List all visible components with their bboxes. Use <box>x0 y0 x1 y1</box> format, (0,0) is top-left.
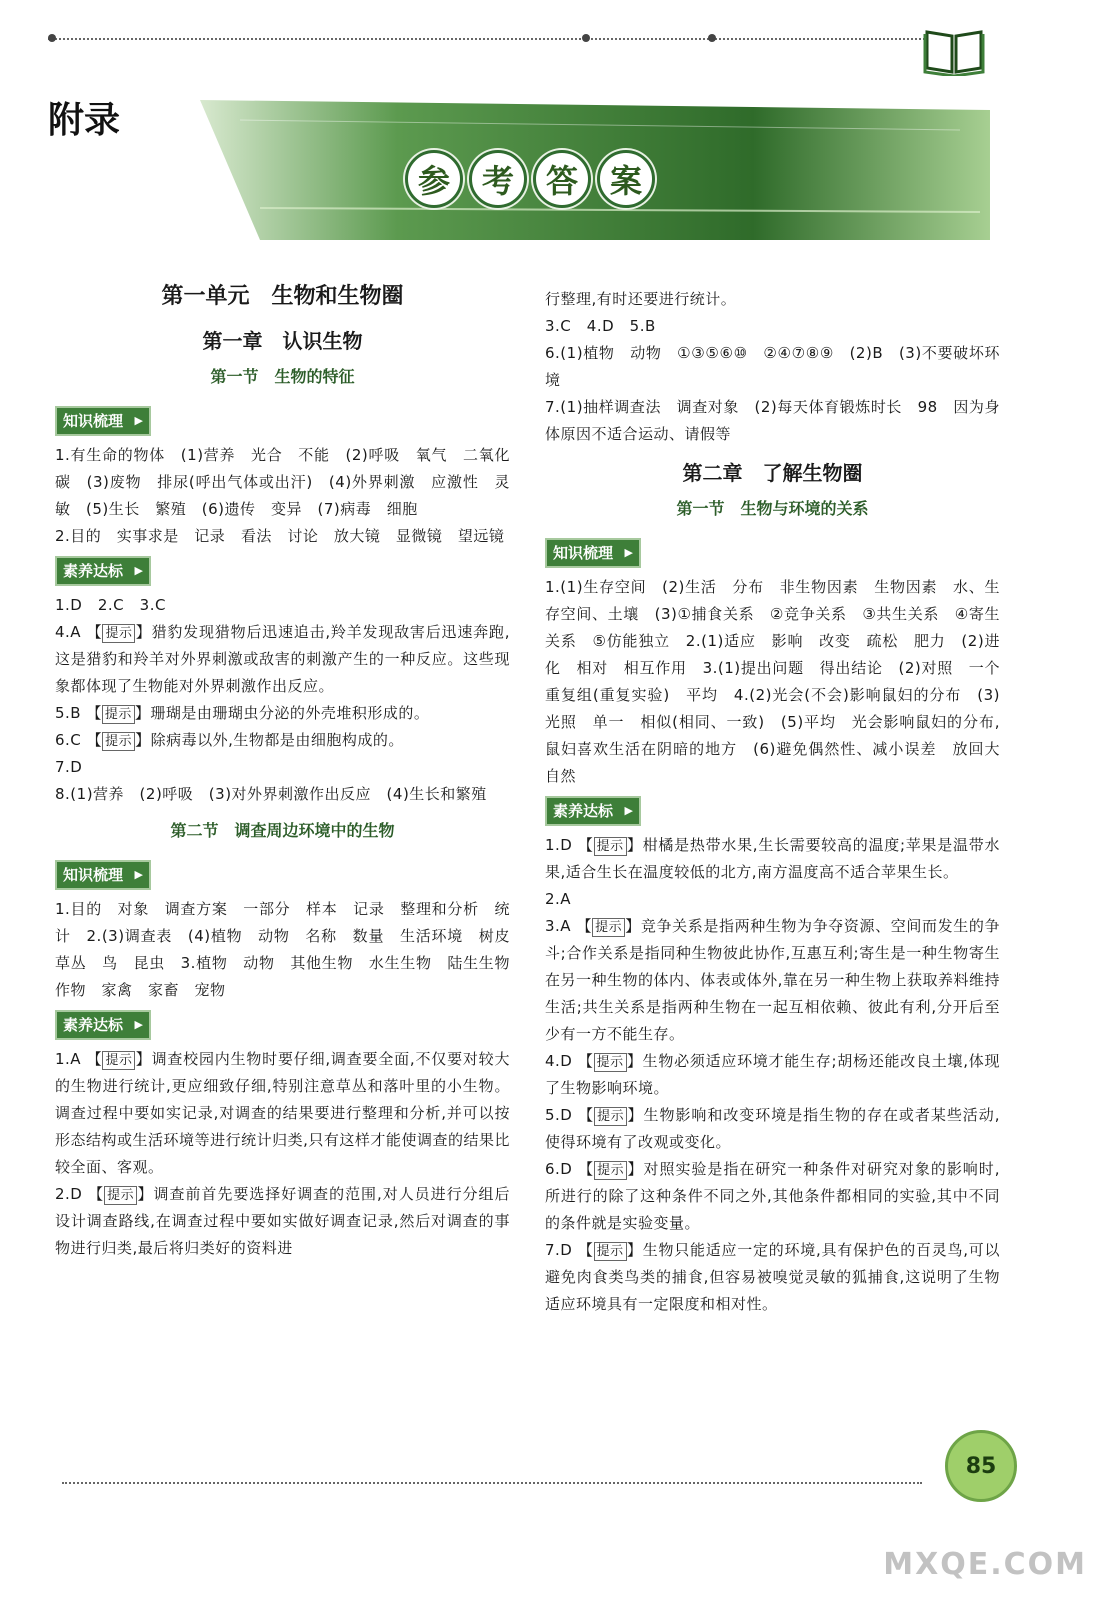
section-title: 第一节 生物与环境的关系 <box>676 499 869 518</box>
hint-label: 提示 <box>102 705 135 724</box>
answer-key: 4.D <box>545 1052 573 1070</box>
answer-text: 2.目的 实事求是 记录 看法 讨论 放大镜 显微镜 望远镜 <box>55 527 505 545</box>
answer-text: 1.(1)生存空间 (2)生活 分布 非生物因素 生物因素 水、生存空间、土壤 (3)①捕食关系 ②竞争关系 ③共生关系 ④寄生关系 ⑤仿能独立 2.(1)适应 影响 改变 疏松 肥力 (2)进化 相对 相互作用 3.(1)提出问题 得出结论 (2)对照 一个 重复组(重复实验) 平均 4.(2)光会(不会)影响鼠妇的分布 (3)光照 单一 相似(相同、一致) (5)平均 光会影响鼠妇的分布,鼠妇喜欢生活在阴暗的地方 (6)避免偶然性、减小误差 放回大自然 <box>545 578 1016 785</box>
section-title: 第一节 生物的特征 <box>210 367 355 386</box>
answer-key: 6.D <box>545 1160 573 1178</box>
answer-key: 1.A <box>55 1050 82 1068</box>
hint-text: 调查前首先要选择好调查的范围,对人员进行分组后设计调查路线,在调查过程中要如实做好调查记录,然后对调查的事物进行归类,最后将归类好的资料进 <box>55 1185 510 1257</box>
left-column <box>55 280 526 1262</box>
answer-item: 1.D 【 提示 】柑橘是热带水果,生长需要较高的温度;苹果是温带水果,适合生长在温度较低的北方,南方温度高不适合苹果生长。 <box>545 836 1000 881</box>
answer-key: 1.D <box>545 836 573 854</box>
appendix-label: 附录 <box>48 100 121 141</box>
practice-tag: 素养达标 ▶ <box>55 556 151 586</box>
answer-item: 2.D 【 提示 】调查前首先要选择好调查的范围,对人员进行分组后设计调查路线,在调查过程中要如实做好调查记录,然后对调查的事物进行归类,最后将归类好的资料进 <box>55 1185 510 1257</box>
banner-title <box>405 150 655 208</box>
hint-text: 生物必须适应环境才能生存;胡杨还能改良土壤,体现了生物影响环境。 <box>545 1052 1000 1097</box>
hint-label: 提示 <box>594 837 627 856</box>
site-watermark: MXQE.COM <box>883 1547 1087 1582</box>
answer-text: 7.(1)抽样调查法 调查对象 (2)每天体育锻炼时长 98 因为身体原因不适合运动、请假等 <box>545 398 1000 443</box>
top-dotted-rule <box>48 38 928 40</box>
rule-dot <box>582 34 590 42</box>
hint-text: 除病毒以外,生物都是由细胞构成的。 <box>150 731 404 749</box>
hint-label: 提示 <box>102 1051 135 1070</box>
hint-text: 调查校园内生物时要仔细,调查要全面,不仅要对较大的生物进行统计,更应细致仔细,特别注意草丛和落叶里的小生物。调查过程中要如实记录,对调查的结果要进行整理和分析,并可以按形态结构或生活环境等进行统计归类,只有这样才能使调查的结果比较全面、客观。 <box>55 1050 510 1176</box>
hint-label: 提示 <box>594 1242 627 1261</box>
answer-item: 7.D 【 提示 】生物只能适应一定的环境,具有保护色的百灵鸟,可以避免肉食类鸟类的捕食,但容易被嗅觉灵敏的狐捕食,这说明了生物适应环境具有一定限度和相对性。 <box>545 1241 1000 1313</box>
section-title: 第二节 调查周边环境中的生物 <box>170 821 395 840</box>
page-number: 85 <box>945 1430 1017 1502</box>
answer-text: 8.(1)营养 (2)呼吸 (3)对外界刺激作出反应 (4)生长和繁殖 <box>55 785 487 803</box>
answer-text: 1.D 2.C 3.C <box>55 596 166 614</box>
knowledge-tag: 知识梳理 ▶ <box>55 406 151 436</box>
practice-tag: 素养达标 ▶ <box>55 1010 151 1040</box>
answer-text: 行整理,有时还要进行统计。 <box>545 290 737 308</box>
answer-text: 1.有生命的物体 (1)营养 光合 不能 (2)呼吸 氧气 二氧化碳 (3)废物 排尿(呼出气体或出汗) (4)外界刺激 应激性 灵敏 (5)生长 繁殖 (6)遗传 变异 (7)病毒 细胞 <box>55 446 510 518</box>
banner-char: 参 <box>405 150 463 208</box>
answer-key: 5.D <box>545 1106 573 1124</box>
answer-item: 3.A 【 提示 】竞争关系是指两种生物为争夺资源、空间而发生的争斗;合作关系是指同种生物彼此协作,互惠互利;寄生是一种生物寄生在另一种生物的体内、体表或体外,靠在另一种生物上获取养料维持生活;共生关系是指两种生物在一起互相依赖、彼此有利,分开后至少有一方不能生存。 <box>545 917 1000 1043</box>
answer-text: 2.A <box>545 890 572 908</box>
answer-text: 3.C 4.D 5.B <box>545 317 656 335</box>
rule-dot <box>708 34 716 42</box>
hint-text: 对照实验是指在研究一种条件对研究对象的影响时,所进行的除了这种条件不同之外,其他条件都相同的实验,其中不同的条件就是实验变量。 <box>545 1160 1000 1232</box>
hint-text: 柑橘是热带水果,生长需要较高的温度;苹果是温带水果,适合生长在温度较低的北方,南方温度高不适合苹果生长。 <box>545 836 1000 881</box>
answer-text: 6.(1)植物 动物 ①③⑤⑥⑩ ②④⑦⑧⑨ (2)B (3)不要破坏环境 <box>545 344 1000 389</box>
banner-char: 案 <box>597 150 655 208</box>
answer-text: 1.目的 对象 调查方案 一部分 样本 记录 整理和分析 统计 2.(3)调查表 (4)植物 动物 名称 数量 生活环境 树皮 草丛 鸟 昆虫 3.植物 动物 其他生物 水生生物 陆生生物 作物 家禽 家畜 宠物 <box>55 900 526 999</box>
bottom-dotted-rule <box>62 1482 922 1484</box>
answer-key: 6.C <box>55 731 82 749</box>
rule-dot <box>48 34 56 42</box>
hint-text: 生物只能适应一定的环境,具有保护色的百灵鸟,可以避免肉食类鸟类的捕食,但容易被嗅觉灵敏的狐捕食,这说明了生物适应环境具有一定限度和相对性。 <box>545 1241 1000 1313</box>
banner-char: 答 <box>533 150 591 208</box>
knowledge-tag: 知识梳理 ▶ <box>545 538 641 568</box>
hint-text: 珊瑚是由珊瑚虫分泌的外壳堆积形成的。 <box>150 704 430 722</box>
open-book-icon <box>923 24 985 76</box>
hint-label: 提示 <box>102 732 135 751</box>
knowledge-tag: 知识梳理 ▶ <box>55 860 151 890</box>
answer-item: 5.B 【 提示 】珊瑚是由珊瑚虫分泌的外壳堆积形成的。 <box>55 704 430 722</box>
answer-item: 1.A 【 提示 】调查校园内生物时要仔细,调查要全面,不仅要对较大的生物进行统计,更应细致仔细,特别注意草丛和落叶里的小生物。调查过程中要如实记录,对调查的结果要进行整理和分析,并可以按形态结构或生活环境等进行统计归类,只有这样才能使调查的结果比较全面、客观。 <box>55 1050 510 1176</box>
answer-item: 4.A 【 提示 】猎豹发现猎物后迅速追击,羚羊发现敌害后迅速奔跑,这是猎豹和羚羊对外界刺激或敌害的刺激产生的一种反应。这些现象都体现了生物能对外界刺激作出反应。 <box>55 623 510 695</box>
hint-text: 生物影响和改变环境是指生物的存在或者某些活动,使得环境有了改观或变化。 <box>545 1106 1000 1151</box>
hint-label: 提示 <box>594 1053 627 1072</box>
answer-item: 5.D 【 提示 】生物影响和改变环境是指生物的存在或者某些活动,使得环境有了改观或变化。 <box>545 1106 1000 1151</box>
answer-item: 6.D 【 提示 】对照实验是指在研究一种条件对研究对象的影响时,所进行的除了这种条件不同之外,其他条件都相同的实验,其中不同的条件就是实验变量。 <box>545 1160 1000 1232</box>
hint-label: 提示 <box>594 1161 627 1180</box>
right-column <box>545 286 1016 1318</box>
hint-text: 猎豹发现猎物后迅速追击,羚羊发现敌害后迅速奔跑,这是猎豹和羚羊对外界刺激或敌害的刺激产生的一种反应。这些现象都体现了生物能对外界刺激作出反应。 <box>55 623 510 695</box>
hint-label: 提示 <box>594 1107 627 1126</box>
answer-key: 4.A <box>55 623 82 641</box>
answer-text: 7.D <box>55 758 83 776</box>
answer-key: 2.D <box>55 1185 83 1203</box>
unit-title: 第一单元 生物和生物圈 <box>161 284 404 309</box>
answer-key: 3.A <box>545 917 572 935</box>
hint-text: 竞争关系是指两种生物为争夺资源、空间而发生的争斗;合作关系是指同种生物彼此协作,互惠互利;寄生是一种生物寄生在另一种生物的体内、体表或体外,靠在另一种生物上获取养料维持生活;共生关系是指两种生物在一起互相依赖、彼此有利,分开后至少有一方不能生存。 <box>545 917 1000 1043</box>
answer-item: 6.C 【 提示 】除病毒以外,生物都是由细胞构成的。 <box>55 731 404 749</box>
hint-label: 提示 <box>592 918 625 937</box>
answer-key: 5.B <box>55 704 82 722</box>
chapter-title: 第二章 了解生物圈 <box>682 461 863 485</box>
hint-label: 提示 <box>104 1186 137 1205</box>
practice-tag: 素养达标 ▶ <box>545 796 641 826</box>
chapter-title: 第一章 认识生物 <box>202 329 363 353</box>
answer-item: 4.D 【 提示 】生物必须适应环境才能生存;胡杨还能改良土壤,体现了生物影响环境。 <box>545 1052 1000 1097</box>
hint-label: 提示 <box>102 624 135 643</box>
banner-char: 考 <box>469 150 527 208</box>
answer-key: 7.D <box>545 1241 573 1259</box>
